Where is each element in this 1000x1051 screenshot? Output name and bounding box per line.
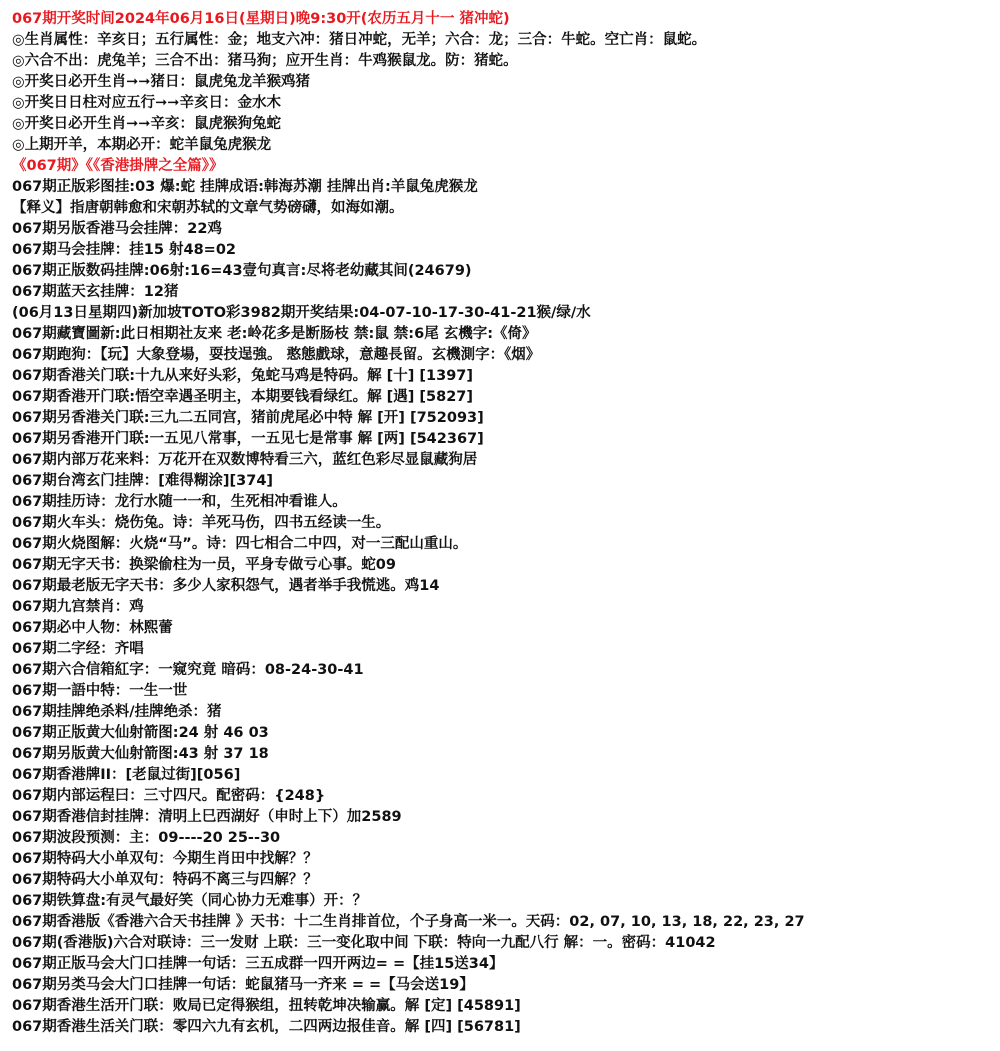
info-lines (12, 30, 1000, 156)
content-line: 067期(香港版)六合对联诗：三一发财 上联：三一变化取中间 下联：特向一九配八行 解：一。密码：41042 (12, 935, 716, 951)
content-line: 067期特码大小单双句：今期生肖田中找解？？ (12, 851, 318, 867)
header-title: 067期开奖时间2024年06月16日(星期日)晚9:30开(农历五月十一 猪冲蛇) (12, 11, 510, 27)
section-title: 《067期》《《香港掛牌之全篇》》 (12, 158, 224, 174)
content-line: 067期另类马会大门口挂牌一句话：蛇鼠猪马一齐来 = =【马会送19】 (12, 977, 474, 993)
content-line: 067期内部运程曰：三寸四尺。配密码：{248} (12, 788, 326, 804)
content-line: (06月13日星期四)新加坡TOTO彩3982期开奖结果:04-07-10-17-30-41-21猴/绿/水 (12, 305, 591, 321)
content-line: 067期蓝天玄挂牌：12猪 (12, 284, 179, 300)
content-line: 067期特码大小单双句：特码不离三与四解？？ (12, 872, 318, 888)
content-line: 067期马会挂牌：挂15 射48=02 (12, 242, 236, 258)
content-line: 067期无字天书：换梁偷柱为一员，平身专做亏心事。蛇09 (12, 557, 396, 573)
content-line: 067期正版黄大仙射箭图:24 射 46 03 (12, 725, 269, 741)
content-line: 067期六合信箱紅字：一窥究竟 暗码：08-24-30-41 (12, 662, 364, 678)
info-line: ◎开奖日日柱对应五行➞➞辛亥日：金水木 (12, 95, 281, 111)
content-line: 067期一語中特：一生一世 (12, 683, 188, 699)
content-line: 067期另版黄大仙射箭图:43 射 37 18 (12, 746, 269, 762)
content-line: 067期挂历诗：龙行水随一一和，生死相冲看谁人。 (12, 494, 347, 510)
content-line: 067期香港生活开门联：败局已定得猴组，扭转乾坤决输赢。解 [定] [45891] (12, 998, 521, 1014)
content-line: 067期另香港关门联:三九二五同宫，猪前虎尾必中特 解 [开] [752093] (12, 410, 484, 426)
content-line: 067期铁算盘:有灵气最好笑（同心协力无难事）开：？ (12, 893, 368, 909)
content-line: 067期正版数码挂牌:06射:16=43壹句真言:尽将老幼藏其间(24679) (12, 263, 472, 279)
content-line: 067期台湾玄门挂牌：[难得糊涂][374] (12, 473, 274, 489)
info-line: ◎开奖日必开生肖➞➞辛亥：鼠虎猴狗兔蛇 (12, 116, 281, 132)
content-line: 067期香港版《香港六合天书挂牌 》天书：十二生肖排首位，个子身高一米一。天码：02, 07, 10, 13, 18, 22, 23, 27 (12, 914, 805, 930)
content-line: 067期正版彩图挂:03 爆:蛇 挂牌成语:韩海苏潮 挂牌出肖:羊鼠兔虎猴龙 (12, 179, 478, 195)
content-line: 【释义】指唐朝韩愈和宋朝苏轼的文章气势磅礴，如海如潮。 (12, 200, 404, 216)
content-line: 067期藏寶圖新:此日相期社友来 老:岭花多是断肠枝 禁:鼠 禁:6尾 玄機字:《倚》 (12, 326, 537, 342)
content-line: 067期另香港开门联:一五见八常事，一五见七是常事 解 [两] [542367] (12, 431, 484, 447)
info-line: ◎开奖日必开生肖➞➞猪日：鼠虎兔龙羊猴鸡猪 (12, 74, 310, 90)
content-line: 067期最老版无字天书：多少人家积怨气，遇者举手我慌逃。鸡14 (12, 578, 440, 594)
content-line: 067期必中人物：林熙蕾 (12, 620, 173, 636)
content-line: 067期挂牌绝杀料/挂牌绝杀：猪 (12, 704, 222, 720)
content-line: 067期内部万花来料：万花开在双数博特看三六，蓝红色彩尽显鼠藏狗居 (12, 452, 478, 468)
content-line: 067期二字经：齐唱 (12, 641, 144, 657)
info-line: ◎上期开羊，本期必开：蛇羊鼠兔虎猴龙 (12, 137, 272, 153)
content-line: 067期香港牌II：[老鼠过街][056] (12, 767, 241, 783)
content-line: 067期香港信封挂牌：清明上巳西湖好（申时上下）加2589 (12, 809, 402, 825)
content-line: 067期火车头：烧伤兔。诗：羊死马伤，四书五经读一生。 (12, 515, 391, 531)
content-line: 067期九宫禁肖：鸡 (12, 599, 144, 615)
content-line: 067期另版香港马会挂牌：22鸡 (12, 221, 222, 237)
content-line: 067期火烧图解：火烧“马”。诗：四七相合二中四，对一三配山重山。 (12, 536, 468, 552)
content-line: 067期香港生活关门联：零四六九有玄机，二四两边报佳音。解 [四] [56781] (12, 1019, 521, 1035)
info-line: ◎生肖属性：辛亥日；五行属性：金；地支六冲：猪日冲蛇，无羊；六合：龙；三合：牛蛇。空亡肖：鼠蛇。 (12, 32, 707, 48)
content-line: 067期香港关门联:十九从来好头彩，兔蛇马鸡是特码。解 [十] [1397] (12, 368, 474, 384)
info-line: ◎六合不出：虎兔羊；三合不出：猪马狗；应开生肖：牛鸡猴鼠龙。防：猪蛇。 (12, 53, 518, 69)
content-line: 067期跑狗：【玩】大象登場，耍技逞強。 憨態戲球，意趣長留。玄機測字：《烟》 (12, 347, 541, 363)
content-line: 067期香港开门联:悟空幸遇圣明主，本期要钱看绿红。解 [遇] [5827] (12, 389, 474, 405)
content-line: 067期波段预测：主：09----20 25--30 (12, 830, 281, 846)
content-line: 067期正版马会大门口挂牌一句话：三五成群一四开两边= =【挂15送34】 (12, 956, 504, 972)
content-lines (12, 177, 1000, 1038)
